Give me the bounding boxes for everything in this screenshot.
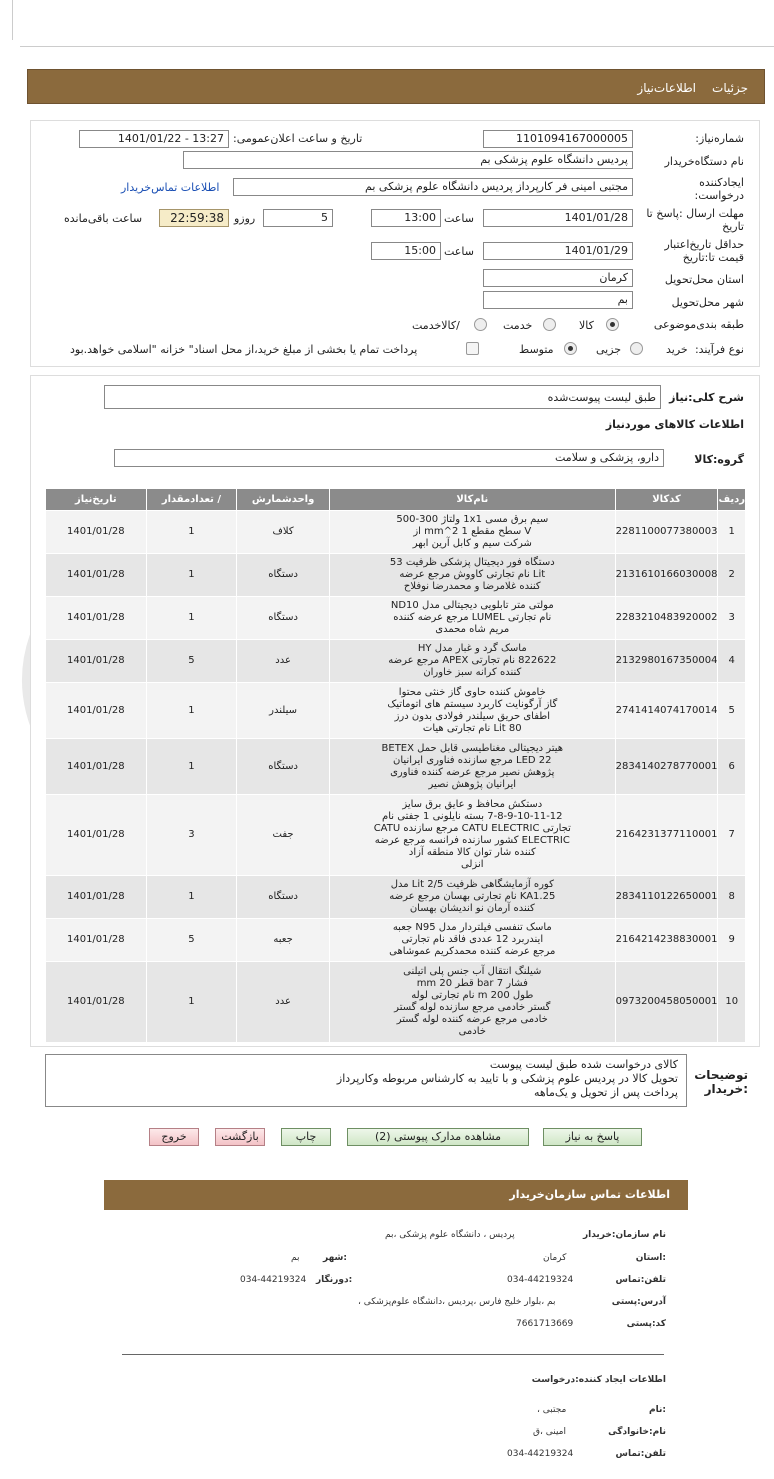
need-date-cell: 1401/01/28	[46, 739, 147, 795]
table-row	[46, 554, 746, 597]
item-name-cell	[329, 640, 615, 683]
reply-deadline-label-1: مهلت ارسال :پاسخ تا	[646, 207, 744, 220]
contact-fax-label: :دورنگار	[316, 1275, 353, 1285]
quantity-cell: 1	[146, 739, 237, 795]
quantity-cell: 1	[146, 962, 237, 1043]
creator-name-label: :نام	[649, 1405, 666, 1415]
page-edge-line	[12, 0, 13, 40]
contact-postal-label: کد:پستی	[626, 1319, 666, 1329]
buyer-org-label: نام دستگاه‌خریدار	[664, 155, 744, 168]
item-name-cell	[329, 919, 615, 962]
item-name-line: کوره آزمایشگاهی ظرفیت 2/5 Lit مدل	[390, 879, 554, 890]
item-name-line: خادمی مرجع عرضه کننده لوله گستر	[396, 1014, 548, 1025]
goods-group-label: گروه:کالا	[694, 453, 744, 466]
col-qty: / تعدادمقدار	[146, 489, 237, 511]
item-name-line: دستگاه فور دیجیتال پزشکی ظرفیت 53	[389, 557, 555, 568]
table-row	[46, 795, 746, 876]
item-code-cell: 2834140278770001	[615, 739, 718, 795]
category-goods-label: کالا	[579, 319, 594, 332]
days-label: روزو	[234, 212, 256, 225]
table-row	[46, 597, 746, 640]
row-number-cell: 10	[718, 962, 746, 1043]
contact-postal-value: 7661713669	[516, 1319, 574, 1329]
category-service-radio[interactable]	[543, 318, 556, 331]
contact-org-value: پردیس ، دانشگاه علوم پزشکی ،بم	[385, 1230, 515, 1240]
treasury-payment-checkbox[interactable]	[466, 342, 479, 355]
validity-time-label: ساعت	[444, 245, 474, 258]
unit-cell: سیلندر	[237, 683, 330, 739]
item-name-line: کننده غلامرضا و محمدرضا نوفلاح	[403, 581, 541, 592]
contact-org-label: نام سازمان:خریدار	[582, 1230, 666, 1240]
item-name-line: ماسک تنفسی فیلتردار مدل N95 جعبه	[392, 922, 552, 933]
item-name-cell	[329, 554, 615, 597]
item-name-line: شرکت سیم و کابل آرین ابهر	[412, 538, 532, 549]
item-name-line: کننده کرانه سبز خاوران	[423, 667, 522, 678]
validity-label-2: قیمت تا:تاریخ	[682, 251, 744, 264]
item-name-line: گاز آرگونایت کاربرد سیستم های اتوماتیک	[387, 698, 558, 710]
quantity-cell: 1	[146, 683, 237, 739]
unit-cell: جفت	[237, 795, 330, 876]
quantity-cell: 1	[146, 876, 237, 919]
province-field: کرمان	[483, 269, 633, 287]
process-small-label: جزیی	[596, 343, 622, 356]
quantity-cell: 5	[146, 640, 237, 683]
exit-button[interactable]: خروج	[149, 1128, 199, 1146]
contact-address-label: آدرس:پستی	[611, 1297, 666, 1307]
remaining-time-label: ساعت باقی‌مانده	[64, 212, 143, 225]
category-both-label: /کالاخدمت	[412, 319, 460, 332]
category-both-radio[interactable]	[474, 318, 487, 331]
col-row: ردیف	[718, 489, 746, 511]
top-divider	[20, 46, 774, 47]
item-name-line: پژوهش نصیر مرجع عرضه کننده فناوری	[390, 766, 555, 778]
contact-city-label: :شهر	[323, 1253, 347, 1263]
item-name-line: انزلی	[461, 859, 484, 870]
unit-cell: عدد	[237, 640, 330, 683]
contact-address-value: بم ،بلوار خلیج فارس ،پردیس ،دانشگاه علوم‌پزشکی ،	[358, 1297, 556, 1307]
item-name-line: KA1.25 نام تجارتی بهسان مرجع عرضه	[389, 891, 556, 902]
category-service-label: خدمت	[503, 319, 533, 332]
reply-time-label: ساعت	[444, 212, 474, 225]
item-name-line: خادمی	[458, 1026, 486, 1037]
creator-field: مجتبی امینی فر کارپرداز پردیس دانشگاه علوم پزشکی بم	[233, 178, 633, 196]
item-name-line: سیم برق مسی 1x1 ولتاژ 300-500	[396, 514, 549, 525]
item-code-cell: 2283210483920002	[615, 597, 718, 640]
buyer-notes-line: پرداخت پس از تحویل و یک‌ماهه	[533, 1086, 678, 1099]
goods-table	[45, 488, 746, 1043]
table-row	[46, 640, 746, 683]
item-name-line: گستر خادمی مرجع سازنده لوله گستر	[394, 1002, 551, 1013]
row-number-cell: 1	[718, 511, 746, 554]
item-name-cell	[329, 683, 615, 739]
unit-cell: جعبه	[237, 919, 330, 962]
need-number-field: 1101094167000005	[483, 130, 633, 148]
item-name-line: V سطح مقطع 1 mm^2 از	[413, 526, 532, 537]
quantity-cell: 3	[146, 795, 237, 876]
row-number-cell: 4	[718, 640, 746, 683]
tab-need-info[interactable]: اطلاعات‌نیاز	[637, 81, 696, 95]
creator-name-value: مجتبی ،	[537, 1405, 567, 1415]
city-field: بم	[483, 291, 633, 309]
item-code-cell: 2132980167350004	[615, 640, 718, 683]
need-number-label: شماره‌نیاز:	[695, 132, 744, 145]
process-buy-label: خرید	[666, 343, 688, 356]
item-name-line: ایرانیان پژوهش نصیر	[428, 778, 517, 790]
creator-label-1: ایجادکننده	[699, 176, 744, 189]
goods-group-field: دارو، پزشکی و سلامت	[114, 449, 664, 467]
creator-phone-value: 034-44219324	[507, 1449, 574, 1459]
quantity-cell: 1	[146, 597, 237, 640]
item-name-cell	[329, 876, 615, 919]
item-name-line: مرجع عرضه کننده محمدکریم عموشاهی	[389, 946, 556, 957]
reply-time-field: 13:00	[371, 209, 441, 227]
quantity-cell: 1	[146, 511, 237, 554]
details-header-bar	[27, 69, 765, 104]
table-row	[46, 511, 746, 554]
creator-phone-label: تلفن:تماس	[615, 1449, 666, 1459]
item-name-line: مریم شاه محمدی	[435, 624, 510, 635]
contact-phone-label: تلفن:تماس	[615, 1275, 666, 1285]
unit-cell: کلاف	[237, 511, 330, 554]
item-name-line: فشار 7 bar قطر 20 mm	[416, 978, 528, 989]
item-name-cell	[329, 739, 615, 795]
item-name-line: ایندربرد 12 عددی فاقد نام تجارتی	[401, 934, 544, 945]
table-row	[46, 919, 746, 962]
item-name-cell	[329, 597, 615, 640]
item-name-line: کننده شار توان کالا منطقه آزاد	[408, 847, 536, 858]
category-goods-radio[interactable]	[606, 318, 619, 331]
city-label: شهر محل‌تحویل	[671, 296, 744, 309]
process-medium-radio[interactable]	[564, 342, 577, 355]
row-number-cell: 5	[718, 683, 746, 739]
reply-button[interactable]: پاسخ به نیاز	[543, 1128, 642, 1146]
item-name-line: نام تجارتی LUMEL مرجع عرضه کننده	[393, 612, 552, 623]
item-name-cell	[329, 962, 615, 1043]
treasury-payment-note: پرداخت تمام یا بخشی از مبلغ خرید،از محل اسناد" خزانه "اسلامی خواهد.بود	[70, 343, 418, 356]
quantity-cell: 1	[146, 554, 237, 597]
row-number-cell: 9	[718, 919, 746, 962]
item-name-cell	[329, 795, 615, 876]
buyer-notes-label-2: :خریدار	[704, 1082, 748, 1096]
need-date-cell: 1401/01/28	[46, 876, 147, 919]
item-code-cell: 0973200458050001	[615, 962, 718, 1043]
row-number-cell: 3	[718, 597, 746, 640]
item-name-line: هیتر دیجیتالی مغناطیسی قابل حمل BETEX	[381, 742, 564, 754]
item-name-line: شیلنگ انتقال آب جنس پلی اتیلنی	[403, 966, 542, 977]
contact-title: اطلاعات تماس سازمان‌خریدار	[509, 1188, 670, 1201]
item-name-line: 80 Lit نام تجارتی هیات	[422, 722, 522, 734]
item-name-line: مولتی متر تابلویی دیجیتالی مدل ND10	[390, 600, 554, 611]
need-date-cell: 1401/01/28	[46, 554, 147, 597]
unit-cell: دستگاه	[237, 597, 330, 640]
item-name-line: طول 200 m نام تجارتی لوله	[411, 990, 534, 1001]
contact-city-value: بم	[291, 1253, 300, 1263]
table-row	[46, 683, 746, 739]
view-attachments-button[interactable]: مشاهده مدارک پیوستی (2)	[347, 1128, 529, 1146]
col-code: کدکالا	[615, 489, 718, 511]
need-date-cell: 1401/01/28	[46, 683, 147, 739]
item-code-cell: 2281100077380003	[615, 511, 718, 554]
process-small-radio[interactable]	[630, 342, 643, 355]
need-date-cell: 1401/01/28	[46, 919, 147, 962]
creator-info-title: اطلاعات ایجاد کننده:درخواست	[531, 1375, 666, 1385]
contact-divider	[122, 1354, 664, 1355]
back-button[interactable]: بازگشت	[215, 1128, 265, 1146]
buyer-notes-line: کالای درخواست شده طبق لیست پیوست	[489, 1058, 678, 1071]
buyer-org-field: پردیس دانشگاه علوم پزشکی بم	[183, 151, 633, 169]
contact-fax-value: 034-44219324	[240, 1275, 307, 1285]
general-desc-field: طبق لیست پیوست‌شده	[104, 385, 661, 409]
unit-cell: دستگاه	[237, 554, 330, 597]
col-name: نام‌کالا	[329, 489, 615, 511]
row-number-cell: 6	[718, 739, 746, 795]
creator-family-value: امینی ،ق	[533, 1427, 567, 1437]
item-name-line: 7-8-9-10-11-12 بسته نایلونی 1 جفتی نام	[382, 811, 563, 822]
item-name-line: ماسک گرد و غبار مدل HY	[417, 643, 527, 654]
need-date-cell: 1401/01/28	[46, 511, 147, 554]
province-label: استان محل‌تحویل	[664, 273, 744, 286]
unit-cell: عدد	[237, 962, 330, 1043]
row-number-cell: 7	[718, 795, 746, 876]
validity-time-field: 15:00	[371, 242, 441, 260]
contact-province-value: کرمان	[543, 1253, 567, 1263]
col-date: تاریخ‌نیاز	[46, 489, 147, 511]
tab-details[interactable]: جزئیات	[712, 81, 748, 95]
buyer-notes-line: تحویل کالا در پردیس علوم پزشکی و با تایید به کارشناس مربوطه وکارپرداز	[336, 1072, 678, 1085]
general-desc-label: شرح کلی:نیاز	[669, 391, 744, 404]
item-name-line: خاموش کننده حاوی گاز خنثی محتوا	[398, 686, 546, 698]
need-date-cell: 1401/01/28	[46, 597, 147, 640]
creator-family-label: نام:خانوادگی	[608, 1427, 666, 1437]
reply-deadline-label-2: تاریخ	[722, 220, 744, 233]
contact-phone-value: 034-44219324	[507, 1275, 574, 1285]
item-name-cell	[329, 511, 615, 554]
item-name-line: 822622 نام تجارتی APEX مرجع عرضه	[388, 655, 557, 666]
item-code-cell: 2131610166030008	[615, 554, 718, 597]
item-code-cell: 2834110122650001	[615, 876, 718, 919]
item-name-line: دستکش محافظ و عایق برق سایز	[402, 799, 543, 810]
validity-date-field: 1401/01/29	[483, 242, 633, 260]
item-code-cell: 2741414074170014	[615, 683, 718, 739]
quantity-cell: 5	[146, 919, 237, 962]
buyer-contact-link[interactable]: اطلاعات تماس‌خریدار	[121, 181, 220, 194]
table-row	[46, 962, 746, 1043]
contact-header-bar	[104, 1180, 688, 1210]
unit-cell: دستگاه	[237, 876, 330, 919]
item-code-cell: 2164214238830001	[615, 919, 718, 962]
announce-field: 1401/01/22 - 13:27	[79, 130, 229, 148]
buyer-notes-field	[45, 1054, 687, 1107]
validity-label-1: حداقل تاریخ‌اعتبار	[664, 238, 744, 251]
creator-label-2: درخواست:	[694, 189, 744, 202]
item-code-cell: 2164231377110001	[615, 795, 718, 876]
row-number-cell: 2	[718, 554, 746, 597]
need-date-cell: 1401/01/28	[46, 795, 147, 876]
process-label: نوع فرآیند:	[694, 343, 744, 356]
print-button[interactable]: چاپ	[281, 1128, 331, 1146]
table-row	[46, 739, 746, 795]
col-unit: واحدشمارش	[237, 489, 330, 511]
buyer-notes-label-1: توضیحات	[694, 1068, 748, 1082]
item-name-line: ELECTRIC کشور سازنده فرانسه مرجع عرضه	[374, 835, 570, 846]
category-label: طبقه بندی‌موضوعی	[653, 318, 744, 331]
announce-label: تاریخ و ساعت اعلان‌عمومی:	[233, 132, 363, 145]
reply-date-field: 1401/01/28	[483, 209, 633, 227]
unit-cell: دستگاه	[237, 739, 330, 795]
table-row	[46, 876, 746, 919]
item-name-line: تجارتی CATU ELECTRIC مرجع سازنده CATU	[373, 823, 571, 834]
row-number-cell: 8	[718, 876, 746, 919]
item-name-line: اطفای حریق سیلندر فولادی بدون درز	[394, 710, 550, 722]
item-name-line: کننده آرمان نو اندیشان بهسان	[409, 903, 535, 914]
need-date-cell: 1401/01/28	[46, 640, 147, 683]
days-field: 5	[263, 209, 333, 227]
contact-province-label: :استان	[635, 1253, 666, 1263]
goods-info-title: اطلاعات کالاهای موردنیاز	[605, 418, 744, 431]
remaining-time-field: 22:59:38	[159, 209, 229, 227]
need-date-cell: 1401/01/28	[46, 962, 147, 1043]
item-name-line: Lit نام تجارتی کاووش مرجع عرضه	[399, 569, 546, 580]
item-name-line: LED 22 مرجع سازنده فناوری ایرانیان	[393, 754, 552, 766]
process-medium-label: متوسط	[519, 343, 554, 356]
